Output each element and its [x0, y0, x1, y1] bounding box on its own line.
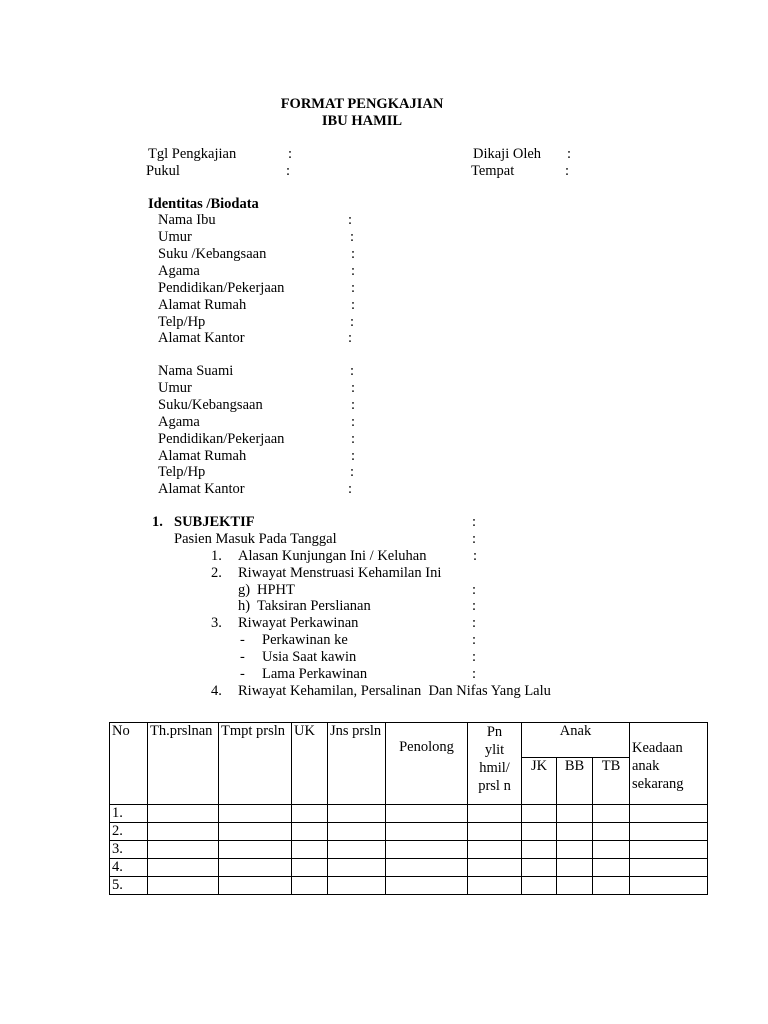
header-penyulit-line: Pn [486, 724, 503, 740]
colon: : [348, 481, 353, 497]
table-cell[interactable] [292, 859, 328, 877]
table-cell[interactable] [386, 859, 468, 877]
suami-field-label: Suku/Kebangsaan [158, 397, 263, 413]
riwayat-menstruasi-label: Riwayat Menstruasi Kehamilan Ini [238, 565, 442, 581]
table-cell[interactable] [292, 823, 328, 841]
header-keadaan [630, 723, 708, 805]
table-cell[interactable] [630, 841, 708, 859]
colon: : [350, 314, 355, 330]
table-cell[interactable] [630, 823, 708, 841]
pasien-masuk-label: Pasien Masuk Pada Tanggal [174, 531, 337, 547]
header-tb: TB [593, 758, 630, 805]
table-cell[interactable] [292, 805, 328, 823]
table-row [110, 841, 708, 859]
ibu-field-label: Alamat Rumah [158, 297, 247, 313]
suami-field-label: Pendidikan/Pekerjaan [158, 431, 285, 447]
alasan-kunjungan-label: Alasan Kunjungan Ini / Keluhan [238, 548, 427, 564]
table-cell[interactable] [148, 841, 219, 859]
table-cell[interactable] [328, 841, 386, 859]
table-cell[interactable] [557, 859, 593, 877]
table-cell[interactable] [148, 823, 219, 841]
row-number: 5. [110, 877, 148, 895]
riwayat-kehamilan-table [109, 722, 708, 895]
colon: : [472, 514, 477, 530]
table-cell[interactable] [148, 859, 219, 877]
table-cell[interactable] [219, 805, 292, 823]
table-row [110, 805, 708, 823]
colon: : [350, 229, 355, 245]
table-cell[interactable] [386, 841, 468, 859]
usia-kawin-label: Usia Saat kawin [262, 649, 357, 665]
table-cell[interactable] [557, 823, 593, 841]
subjektif-number: 1. [152, 514, 163, 530]
table-cell[interactable] [557, 841, 593, 859]
ibu-field-label: Pendidikan/Pekerjaan [158, 280, 285, 296]
colon: : [473, 548, 478, 564]
header-penolong [386, 723, 468, 805]
suami-field-label: Agama [158, 414, 200, 430]
table-cell[interactable] [630, 859, 708, 877]
colon: : [351, 431, 356, 447]
table-cell[interactable] [219, 877, 292, 895]
ibu-field-label: Nama Ibu [158, 212, 216, 228]
suami-field-label: Nama Suami [158, 363, 234, 379]
table-cell[interactable] [386, 805, 468, 823]
table-cell[interactable] [328, 823, 386, 841]
item-number: 4. [211, 683, 222, 699]
table-cell[interactable] [557, 805, 593, 823]
header-jns-prsln: Jns prsln [328, 723, 386, 805]
colon: : [472, 598, 477, 614]
table-row [110, 859, 708, 877]
colon: : [472, 649, 477, 665]
taksiran-label: Taksiran Perslianan [257, 598, 371, 614]
subjektif-heading: SUBJEKTIF [174, 514, 255, 530]
colon: : [565, 163, 570, 179]
colon: : [472, 632, 477, 648]
colon: : [351, 263, 356, 279]
table-cell[interactable] [468, 859, 522, 877]
identitas-heading: Identitas /Biodata [148, 196, 259, 212]
table-cell[interactable] [219, 841, 292, 859]
dash-bullet: - [240, 666, 245, 682]
table-cell[interactable] [593, 877, 630, 895]
table-cell[interactable] [593, 859, 630, 877]
colon: : [472, 582, 477, 598]
table-cell[interactable] [522, 805, 557, 823]
table-cell[interactable] [328, 859, 386, 877]
lama-perkawinan-label: Lama Perkawinan [262, 666, 368, 682]
ibu-field-label: Alamat Kantor [158, 330, 245, 346]
table-cell[interactable] [292, 841, 328, 859]
table-cell[interactable] [292, 877, 328, 895]
header-penyulit-line: ylit [484, 742, 505, 758]
table-row [110, 823, 708, 841]
table-cell[interactable] [148, 877, 219, 895]
perkawinan-ke-label: Perkawinan ke [262, 632, 348, 648]
dash-bullet: - [240, 649, 245, 665]
riwayat-perkawinan-label: Riwayat Perkawinan [238, 615, 359, 631]
row-number: 1. [110, 805, 148, 823]
colon: : [472, 531, 477, 547]
table-cell[interactable] [468, 841, 522, 859]
header-th-prslnan: Th.prslnan [148, 723, 219, 805]
table-cell[interactable] [522, 841, 557, 859]
table-cell[interactable] [386, 877, 468, 895]
header-uk: UK [292, 723, 328, 805]
colon: : [351, 448, 356, 464]
ibu-field-label: Umur [158, 229, 192, 245]
header-anak: Anak [522, 723, 630, 758]
header-jk: JK [522, 758, 557, 805]
suami-field-label: Alamat Kantor [158, 481, 245, 497]
row-number: 2. [110, 823, 148, 841]
table-cell[interactable] [386, 823, 468, 841]
table-cell[interactable] [468, 805, 522, 823]
colon: : [351, 246, 356, 262]
table-cell[interactable] [468, 823, 522, 841]
table-cell[interactable] [630, 805, 708, 823]
row-number: 4. [110, 859, 148, 877]
table-cell[interactable] [557, 877, 593, 895]
colon: : [472, 615, 477, 631]
table-cell[interactable] [522, 859, 557, 877]
tgl-pengkajian-label: Tgl Pengkajian [148, 146, 237, 162]
table-cell[interactable] [522, 823, 557, 841]
colon: : [348, 330, 353, 346]
header-penyulit-line: hmil/ [479, 760, 510, 776]
riwayat-kehamilan-label: Riwayat Kehamilan, Persalinan Dan Nifas Yang Lalu [238, 683, 551, 699]
colon: : [351, 297, 356, 313]
colon: : [351, 380, 356, 396]
table-cell[interactable] [593, 841, 630, 859]
colon: : [348, 212, 353, 228]
header-tmpt-prsln: Tmpt prsln [219, 723, 292, 805]
colon: : [472, 666, 477, 682]
header-keadaan-line: sekarang [632, 776, 684, 792]
sub-item-prefix: g) [238, 582, 251, 598]
row-number: 3. [110, 841, 148, 859]
item-number: 2. [211, 565, 222, 581]
dikaji-oleh-label: Dikaji Oleh [473, 146, 542, 162]
sub-item-prefix: h) [238, 598, 251, 614]
form-subtitle: IBU HAMIL [321, 113, 403, 129]
table-cell[interactable] [219, 823, 292, 841]
colon: : [350, 363, 355, 379]
tempat-label: Tempat [471, 163, 515, 179]
suami-field-label: Umur [158, 380, 192, 396]
header-penyulit-line: prsl n [478, 778, 511, 794]
table-cell[interactable] [593, 823, 630, 841]
header-no: No [110, 723, 148, 805]
table-cell[interactable] [328, 877, 386, 895]
form-title: FORMAT PENGKAJIAN [280, 96, 444, 112]
ibu-field-label: Suku /Kebangsaan [158, 246, 267, 262]
table-cell[interactable] [468, 877, 522, 895]
ibu-field-label: Agama [158, 263, 200, 279]
suami-field-label: Alamat Rumah [158, 448, 247, 464]
table-cell[interactable] [219, 859, 292, 877]
table-cell[interactable] [522, 877, 557, 895]
colon: : [350, 464, 355, 480]
ibu-field-label: Telp/Hp [158, 314, 206, 330]
header-keadaan-line: anak [632, 758, 660, 774]
hpht-label: HPHT [257, 582, 295, 598]
header-penyulit [468, 723, 522, 805]
item-number: 1. [211, 548, 222, 564]
dash-bullet: - [240, 632, 245, 648]
header-penolong-text: Penolong [399, 739, 454, 755]
table-row [110, 877, 708, 895]
item-number: 3. [211, 615, 222, 631]
header-bb: BB [557, 758, 593, 805]
suami-field-label: Telp/Hp [158, 464, 206, 480]
colon: : [288, 146, 293, 162]
pukul-label: Pukul [146, 163, 180, 179]
table-cell[interactable] [328, 805, 386, 823]
table-cell[interactable] [148, 805, 219, 823]
table-cell[interactable] [593, 805, 630, 823]
colon: : [286, 163, 291, 179]
table-cell[interactable] [630, 877, 708, 895]
colon: : [567, 146, 572, 162]
colon: : [351, 397, 356, 413]
colon: : [351, 414, 356, 430]
header-keadaan-line: Keadaan [632, 740, 683, 756]
colon: : [351, 280, 356, 296]
